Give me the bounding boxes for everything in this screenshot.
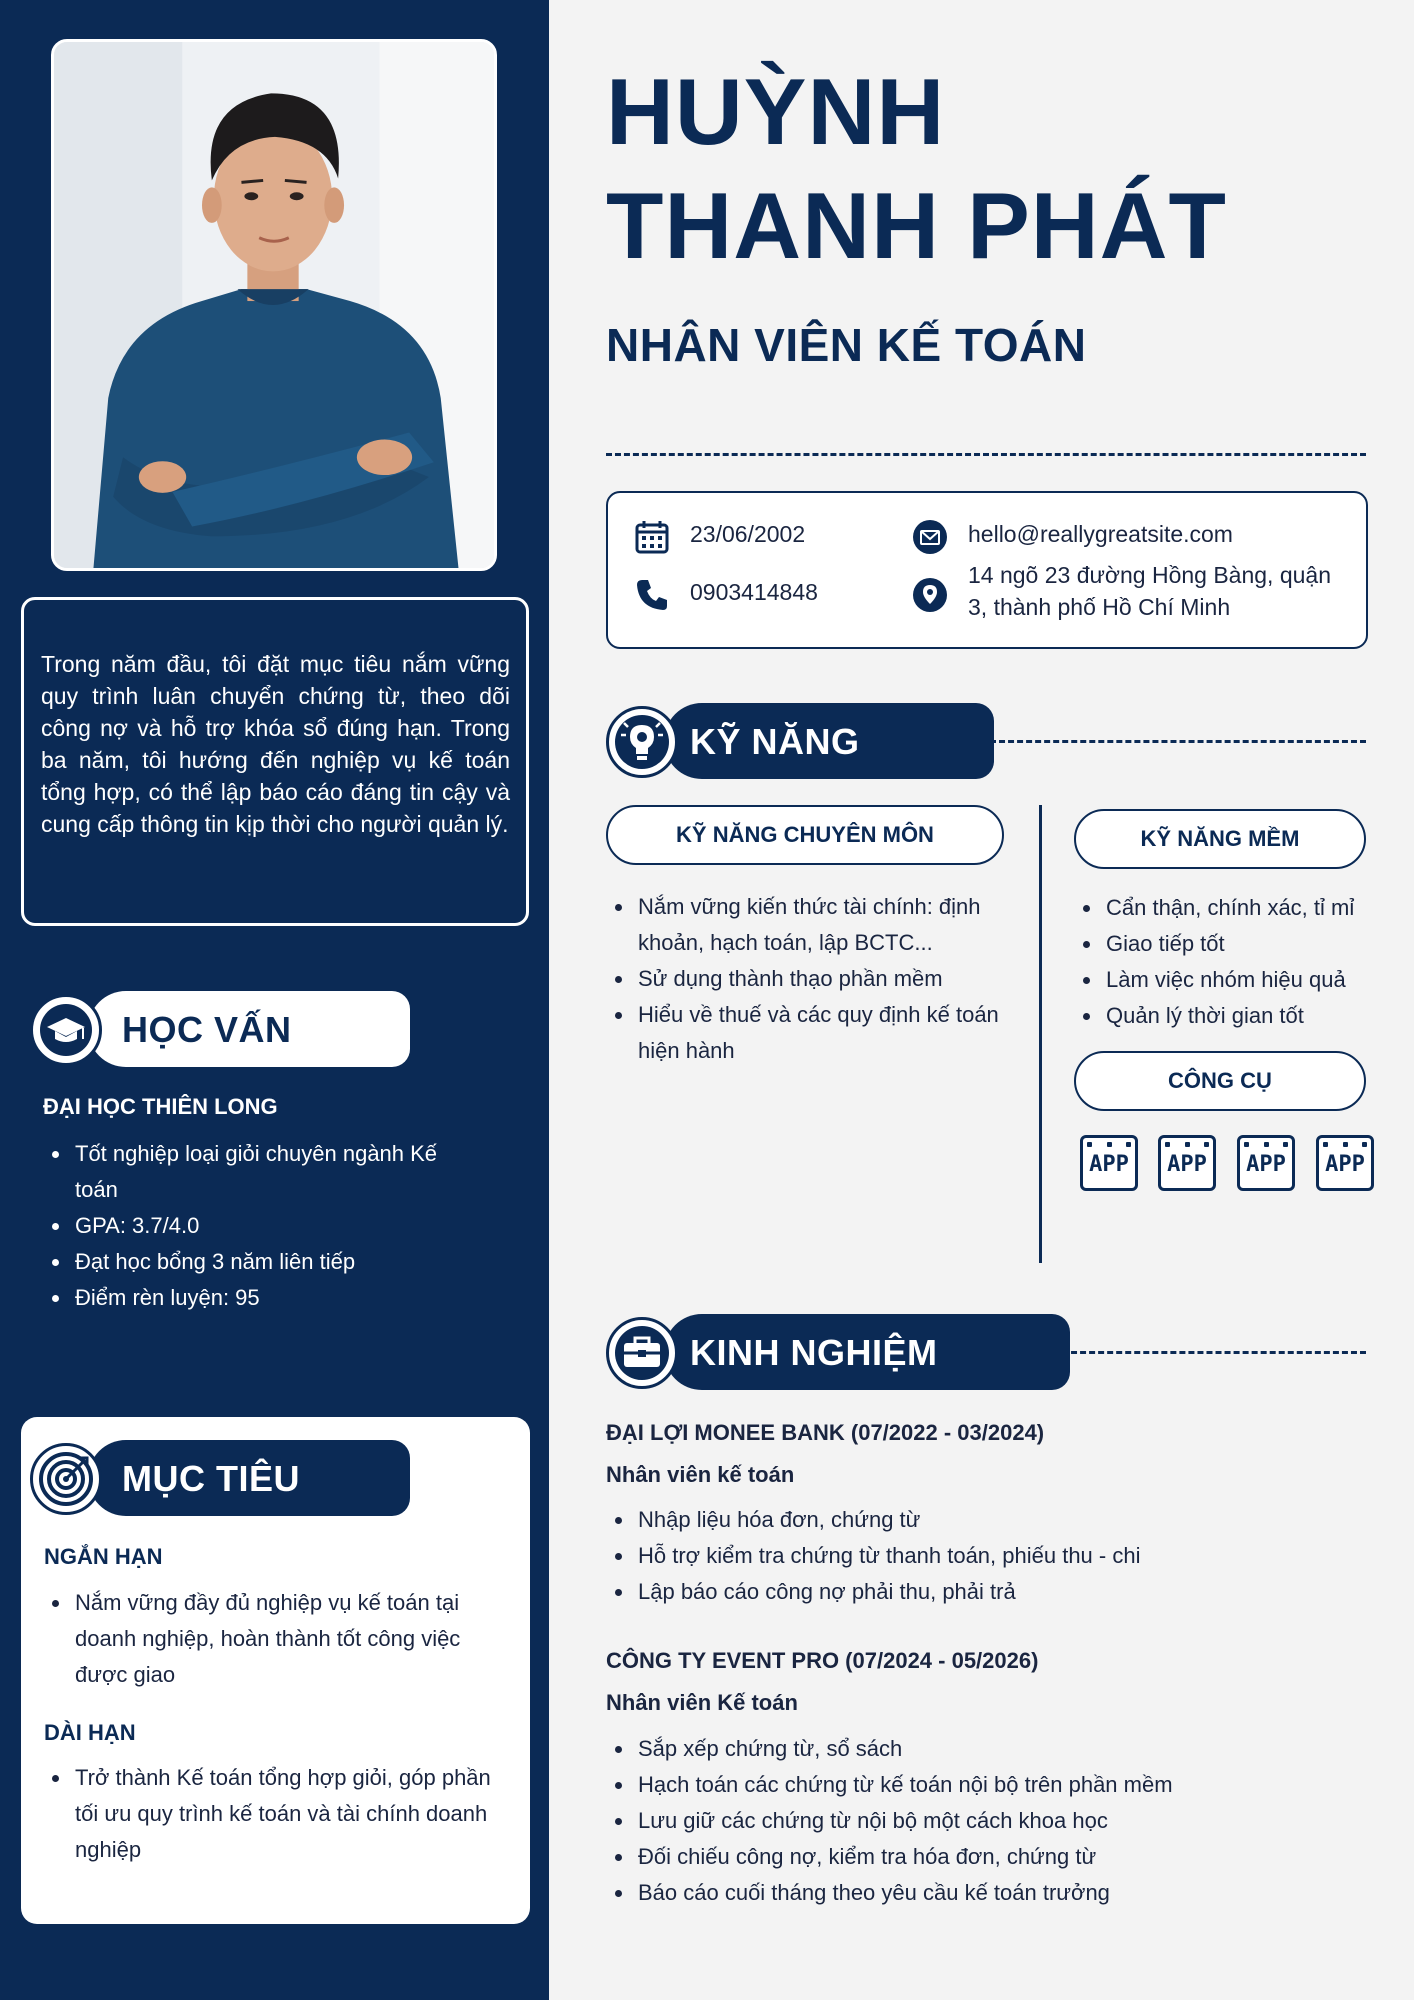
lightbulb-gear-icon (606, 706, 678, 778)
job-duty: Hỗ trợ kiểm tra chứng từ thanh toán, phiếu thu - chi (606, 1538, 1366, 1574)
job-duty: Lưu giữ các chứng từ nội bộ một cách khoa học (606, 1803, 1366, 1839)
job-role: Nhân viên Kế toán (606, 1690, 798, 1715)
skill-item: Làm việc nhóm hiệu quả (1074, 962, 1404, 998)
divider (606, 453, 1366, 456)
skills-title: KỸ NĂNG (690, 721, 860, 762)
job-duty: Sắp xếp chứng từ, sổ sách (606, 1731, 1366, 1767)
target-icon (30, 1443, 102, 1515)
skill-item: Quản lý thời gian tốt (1074, 998, 1404, 1034)
education-list (49, 1136, 469, 1316)
soft-skills-list (1074, 890, 1404, 1034)
app-icon: APP (1316, 1135, 1374, 1191)
tools-title: CÔNG CỤ (1074, 1051, 1366, 1111)
skill-item: Nắm vững kiến thức tài chính: định khoản, hạch toán, lập BCTC... (606, 889, 1036, 961)
candidate-name: HUỲNH THANH PHÁT (606, 59, 1227, 278)
sidebar (0, 0, 549, 2000)
job-duty: Đối chiếu công nợ, kiểm tra hóa đơn, chứng từ (606, 1839, 1366, 1875)
job-duties-list (606, 1502, 1366, 1610)
job-duties-list (606, 1731, 1366, 1911)
goals-long-term-list (49, 1760, 519, 1868)
soft-skills-title: KỸ NĂNG MỀM (1074, 809, 1366, 869)
divider (1062, 1351, 1366, 1354)
goals-short-term-title: NGẮN HẠN (44, 1544, 163, 1569)
skill-item: Hiểu về thuế và các quy định kế toán hiện hành (606, 997, 1036, 1069)
professional-skills-list (606, 889, 1036, 1069)
briefcase-icon (606, 1317, 678, 1389)
job-duty: Báo cáo cuối tháng theo yêu cầu kế toán trưởng (606, 1875, 1366, 1911)
profile-photo (51, 39, 497, 571)
skills-column-divider (1039, 805, 1042, 1263)
education-school: ĐẠI HỌC THIÊN LONG (43, 1094, 278, 1119)
education-header (30, 991, 410, 1067)
goals-header (30, 1440, 410, 1516)
location-icon (912, 577, 948, 613)
goal-item: Trở thành Kế toán tổng hợp giỏi, góp phần tối ưu quy trình kế toán và tài chính doanh nghiệp (49, 1760, 519, 1868)
divider (990, 740, 1366, 743)
app-icon: APP (1237, 1135, 1295, 1191)
experience-title: KINH NGHIỆM (690, 1332, 938, 1373)
phone-icon (634, 577, 670, 613)
job-company: CÔNG TY EVENT PRO (07/2024 - 05/2026) (606, 1648, 1039, 1673)
education-item: Tốt nghiệp loại giỏi chuyên ngành Kế toán (49, 1136, 469, 1208)
app-icon: APP (1158, 1135, 1216, 1191)
graduation-cap-icon (30, 994, 102, 1066)
goal-item: Nắm vững đầy đủ nghiệp vụ kế toán tại doanh nghiệp, hoàn thành tốt công việc được giao (49, 1585, 519, 1693)
job-title: NHÂN VIÊN KẾ TOÁN (606, 319, 1087, 371)
experience-header (606, 1314, 1066, 1390)
education-item: Đạt học bổng 3 năm liên tiếp (49, 1244, 469, 1280)
goals-title: MỤC TIÊU (122, 1458, 300, 1499)
birthday-text: 23/06/2002 (690, 521, 806, 547)
job-role: Nhân viên kế toán (606, 1462, 795, 1487)
professional-skills-title: KỸ NĂNG CHUYÊN MÔN (606, 805, 1004, 865)
skill-item: Sử dụng thành thạo phần mềm (606, 961, 1036, 997)
address-text: 14 ngõ 23 đường Hồng Bàng, quận 3, thành phố Hồ Chí Minh (968, 562, 1331, 620)
job-duty: Lập báo cáo công nợ phải thu, phải trả (606, 1574, 1366, 1610)
education-title: HỌC VẤN (122, 1009, 292, 1050)
job-duty: Nhập liệu hóa đơn, chứng từ (606, 1502, 1366, 1538)
email-link[interactable]: hello@reallygreatsite.com (968, 521, 1233, 547)
goals-long-term-title: DÀI HẠN (44, 1720, 136, 1745)
skill-item: Cẩn thận, chính xác, tỉ mỉ (1074, 890, 1404, 926)
education-item: Điểm rèn luyện: 95 (49, 1280, 469, 1316)
summary-box (21, 597, 529, 926)
app-icon: APP (1080, 1135, 1138, 1191)
email-icon (912, 519, 948, 555)
job-company: ĐẠI LỢI MONEE BANK (07/2022 - 03/2024) (606, 1420, 1045, 1445)
skills-header (606, 703, 996, 779)
contact-box (606, 491, 1368, 649)
skill-item: Giao tiếp tốt (1074, 926, 1404, 962)
goals-box (21, 1417, 530, 1924)
calendar-icon (634, 519, 670, 555)
job-duty: Hạch toán các chứng từ kế toán nội bộ trên phần mềm (606, 1767, 1366, 1803)
goals-short-term-list (49, 1585, 519, 1693)
phone-link[interactable]: 0903414848 (690, 579, 818, 605)
summary-text: Trong năm đầu, tôi đặt mục tiêu nắm vững quy trình luân chuyển chứng từ, theo dõi công nợ và hỗ trợ khóa sổ đúng hạn. Trong ba năm, tôi hướng đến nghiệp vụ kế toán tổng hợp, có thể lập báo cáo đáng tin cậy và cung cấp thông tin kịp thời cho người quản lý. (41, 651, 510, 837)
education-item: GPA: 3.7/4.0 (49, 1208, 469, 1244)
